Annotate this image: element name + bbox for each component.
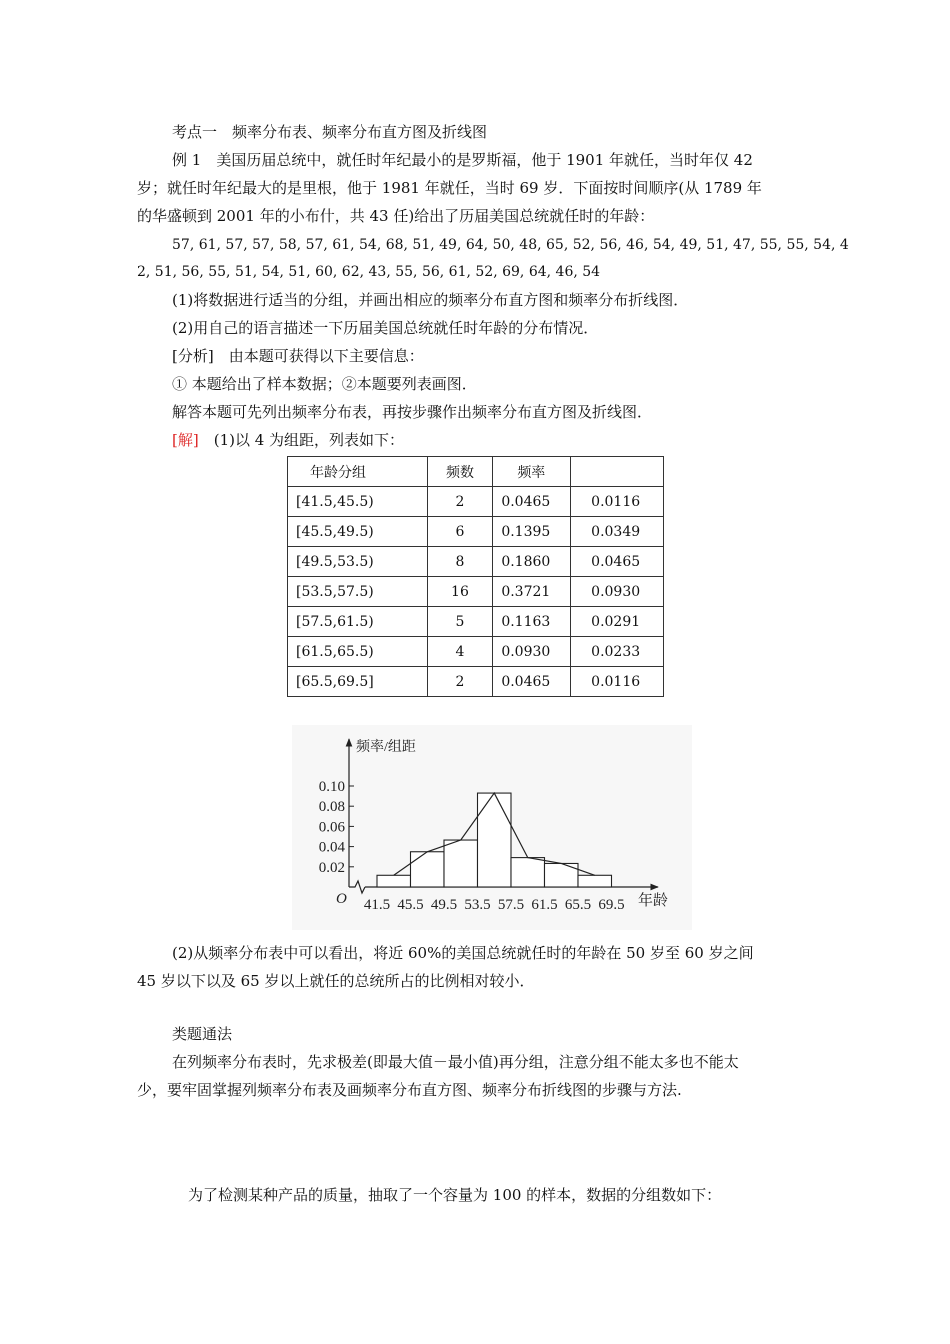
table-row	[288, 517, 664, 547]
x-tick-label: 53.5	[464, 897, 491, 913]
table-row	[288, 577, 664, 607]
table-cell: 2	[427, 487, 493, 517]
table-cell: 0.0116	[571, 667, 664, 697]
origin-label: O	[336, 891, 347, 907]
example-text-1: 美国历届总统中，就任时年纪最小的是罗斯福，他于 1901 年就任，当时年仅 42	[216, 151, 753, 169]
data-line-2: 2, 51, 56, 55, 51, 54, 51, 60, 62, 43, 55, 56, 61, 52, 69, 64, 46, 54	[137, 264, 601, 280]
question-2: (2)用自己的语言描述一下历届美国总统就任时年龄的分布情况．	[172, 319, 599, 337]
data-line-1: 57, 61, 57, 57, 58, 57, 61, 54, 68, 51, 49, 64, 50, 48, 65, 52, 56, 46, 54, 49, 51, 47, 55, 55, 54, 4	[172, 237, 849, 253]
x-tick-label: 69.5	[598, 897, 625, 913]
histogram-bar	[578, 875, 612, 887]
conclusion-line-2: 45 岁以下以及 65 岁以上就任的总统所占的比例相对较小．	[137, 972, 535, 990]
y-tick-label: 0.06	[318, 819, 345, 836]
table-cell: [65.5,69.5]	[288, 667, 428, 697]
analysis-points: ① 本题给出了样本数据；②本题要列表画图．	[172, 375, 477, 393]
y-tick-label: 0.08	[318, 799, 345, 816]
solution-text: (1)以 4 为组距，列表如下：	[213, 431, 405, 449]
table-cell: [61.5,65.5)	[288, 637, 428, 667]
example-line-1	[172, 150, 753, 170]
x-tick-label: 41.5	[363, 897, 391, 913]
table-cell: [41.5,45.5)	[288, 487, 428, 517]
table-cell: 2	[427, 667, 493, 697]
table-cell: 0.0930	[493, 637, 571, 667]
table-cell: 5	[427, 607, 493, 637]
table-row	[288, 667, 664, 697]
table-row	[288, 487, 664, 517]
frequency-table	[287, 456, 664, 697]
analysis-label: [分析]	[172, 347, 214, 365]
table-header: 年龄分组	[288, 457, 428, 487]
table-cell: 0.3721	[493, 577, 571, 607]
table-cell: 8	[427, 547, 493, 577]
practice-line-1: 为了检测某种产品的质量，抽取了一个容量为 100 的样本，数据的分组数如下：	[188, 1186, 722, 1204]
example-label: 例 1	[172, 151, 202, 169]
y-axis-label: 频率/组距	[356, 740, 416, 755]
table-row	[288, 637, 664, 667]
table-cell: 0.0233	[571, 637, 664, 667]
histogram-figure	[292, 725, 692, 930]
analysis-text: 由本题可获得以下主要信息：	[228, 347, 424, 365]
question-1: (1)将数据进行适当的分组，并画出相应的频率分布直方图和频率分布折线图．	[172, 291, 689, 309]
table-cell: 0.0465	[493, 667, 571, 697]
x-axis-label: 年龄	[638, 893, 669, 909]
table-cell: 0.0291	[571, 607, 664, 637]
table-cell: 0.0116	[571, 487, 664, 517]
y-tick-label: 0.04	[318, 839, 345, 856]
histogram-chart	[292, 725, 692, 930]
histogram-bar	[478, 793, 512, 887]
table-cell: 0.0930	[571, 577, 664, 607]
conclusion-line-1: (2)从频率分布表中可以看出，将近 60%的美国总统就任时的年龄在 50 岁至 60 岁之间	[172, 944, 754, 962]
table-cell: 0.0465	[571, 547, 664, 577]
histogram-bar	[444, 840, 478, 887]
table-cell: [45.5,49.5)	[288, 517, 428, 547]
x-tick-label: 49.5	[430, 897, 458, 913]
method-line-2: 少，要牢固掌握列频率分布表及画频率分布直方图、频率分布折线图的步骤与方法.	[137, 1081, 682, 1099]
table-row	[288, 547, 664, 577]
solution-line	[172, 430, 404, 450]
table-cell: [57.5,61.5)	[288, 607, 428, 637]
table-cell: 6	[427, 517, 493, 547]
table-row	[288, 607, 664, 637]
analysis-line	[172, 346, 424, 366]
x-tick-label: 61.5	[531, 897, 558, 913]
x-tick-label: 57.5	[497, 897, 525, 913]
table-header: 频率	[493, 457, 571, 487]
table-cell: 0.0349	[571, 517, 664, 547]
table-cell: 0.1163	[493, 607, 571, 637]
table-cell: [53.5,57.5)	[288, 577, 428, 607]
example-line-2: 岁；就任时年纪最大的是里根，他于 1981 年就任，当时 69 岁．下面按时间顺序(从 1789 年	[137, 179, 762, 197]
x-tick-label: 45.5	[397, 897, 424, 913]
analysis-approach: 解答本题可先列出频率分布表，再按步骤作出频率分布直方图及折线图．	[172, 403, 653, 421]
method-line-1: 在列频率分布表时，先求极差(即最大值－最小值)再分组，注意分组不能太多也不能太	[172, 1053, 739, 1071]
y-tick-label: 0.02	[318, 859, 345, 876]
axis-break	[349, 881, 365, 893]
x-tick-label: 65.5	[564, 897, 592, 913]
table-cell: 16	[427, 577, 493, 607]
method-title: 类题通法	[172, 1025, 233, 1043]
example-line-3: 的华盛顿到 2001 年的小布什，共 43 任)给出了历届美国总统就任时的年龄：	[137, 207, 655, 225]
table-cell: 4	[427, 637, 493, 667]
y-tick-label: 0.10	[318, 779, 345, 795]
table-header-row	[288, 457, 664, 487]
section-title: 考点一 频率分布表、频率分布直方图及折线图	[172, 123, 488, 141]
table-header	[571, 457, 664, 487]
table-header: 频数	[427, 457, 493, 487]
histogram-bar	[511, 858, 545, 887]
solution-label: [解]	[172, 431, 199, 449]
table-cell: 0.0465	[493, 487, 571, 517]
histogram-bar	[377, 875, 411, 887]
table-cell: 0.1860	[493, 547, 571, 577]
table-cell: 0.1395	[493, 517, 571, 547]
table-cell: [49.5,53.5)	[288, 547, 428, 577]
histogram-bar	[411, 852, 445, 887]
